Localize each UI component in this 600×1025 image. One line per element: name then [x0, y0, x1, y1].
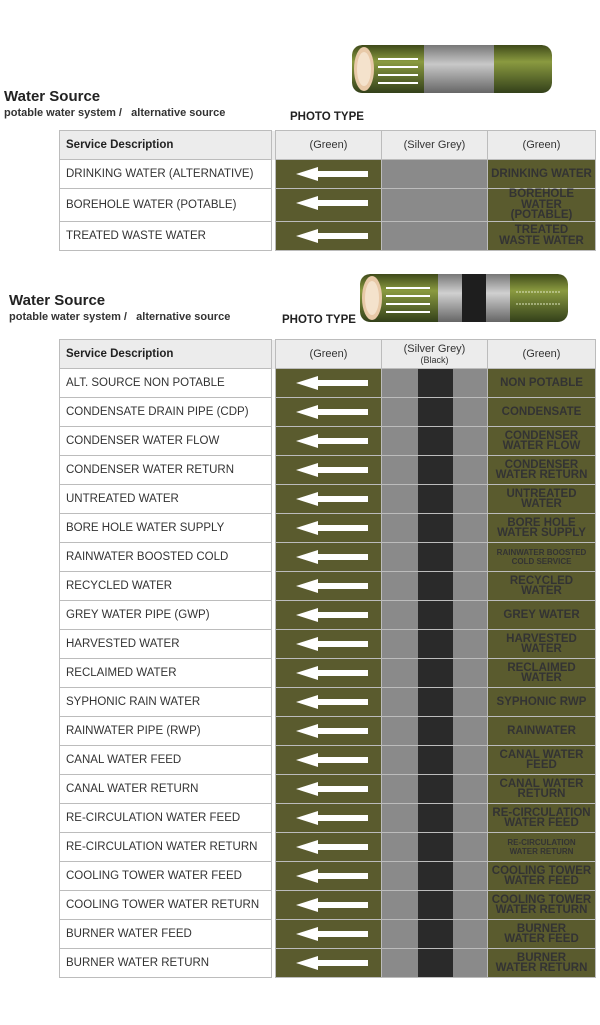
pipe-label: UNTREATED WATER	[488, 485, 596, 514]
black-band	[418, 543, 454, 571]
left-arrow-icon	[296, 521, 318, 535]
service-description: CONDENSATE DRAIN PIPE (CDP)	[60, 398, 272, 427]
black-band	[418, 572, 454, 600]
section2-table	[59, 339, 596, 978]
flow-arrow-band	[276, 920, 382, 949]
pipe-label: RE-CIRCULATION WATER RETURN	[488, 833, 596, 862]
black-band	[418, 601, 454, 629]
table-row	[60, 920, 596, 949]
flow-arrow-band	[276, 949, 382, 978]
pipe-label: CANAL WATER FEED	[488, 746, 596, 775]
flow-arrow-band	[276, 630, 382, 659]
service-description: RAINWATER BOOSTED COLD	[60, 543, 272, 572]
left-arrow-icon	[296, 666, 318, 680]
flow-arrow-band	[276, 543, 382, 572]
header-black: (Black)	[420, 355, 449, 365]
flow-arrow-band	[276, 891, 382, 920]
flow-arrow-band	[276, 456, 382, 485]
pipe-photo-1	[352, 45, 552, 93]
left-arrow-icon	[296, 898, 318, 912]
section2-subtitle: potable water system / alternative source	[9, 311, 231, 323]
service-description: RE-CIRCULATION WATER RETURN	[60, 833, 272, 862]
black-band	[418, 804, 454, 832]
table-row	[60, 601, 596, 630]
black-band	[418, 398, 454, 426]
silver-grey-black-band	[382, 456, 488, 485]
black-band	[418, 630, 454, 658]
service-description: COOLING TOWER WATER RETURN	[60, 891, 272, 920]
section1-header-row	[60, 131, 596, 160]
left-arrow-icon	[296, 167, 318, 181]
section1-table	[59, 130, 596, 251]
service-description: COOLING TOWER WATER FEED	[60, 862, 272, 891]
silver-grey-black-band	[382, 572, 488, 601]
service-description: CANAL WATER FEED	[60, 746, 272, 775]
pipe-label: NON POTABLE	[488, 369, 596, 398]
service-description: BURNER WATER RETURN	[60, 949, 272, 978]
silver-grey-black-band	[382, 543, 488, 572]
left-arrow-icon	[296, 869, 318, 883]
section2-title: Water Source	[9, 292, 106, 309]
left-arrow-icon	[296, 463, 318, 477]
left-arrow-icon	[296, 782, 318, 796]
left-arrow-icon	[296, 434, 318, 448]
flow-arrow-band	[276, 688, 382, 717]
header-service-description: Service Description	[60, 340, 272, 369]
pipe-label: COOLING TOWER WATER RETURN	[488, 891, 596, 920]
left-arrow-icon	[296, 229, 318, 243]
table-row	[60, 221, 596, 250]
silver-grey-black-band	[382, 746, 488, 775]
left-arrow-icon	[296, 753, 318, 767]
table-row	[60, 659, 596, 688]
service-description: CANAL WATER RETURN	[60, 775, 272, 804]
left-arrow-icon	[296, 376, 318, 390]
service-description: TREATED WASTE WATER	[60, 221, 272, 250]
silver-grey-black-band	[382, 949, 488, 978]
pipe-label: HARVESTED WATER	[488, 630, 596, 659]
table-row	[60, 949, 596, 978]
table-row	[60, 427, 596, 456]
left-arrow-icon	[296, 811, 318, 825]
table-row	[60, 804, 596, 833]
flow-arrow-band	[276, 369, 382, 398]
table-row	[60, 456, 596, 485]
left-arrow-icon	[296, 550, 318, 564]
pipe-label: BURNER WATER FEED	[488, 920, 596, 949]
silver-grey-black-band	[382, 717, 488, 746]
left-arrow-icon	[296, 927, 318, 941]
flow-arrow-band	[276, 601, 382, 630]
black-band	[418, 369, 454, 397]
pipe-label: RECLAIMED WATER	[488, 659, 596, 688]
table-row	[60, 160, 596, 189]
section1-photo-type: PHOTO TYPE	[290, 111, 364, 123]
header-silver-grey-black	[382, 340, 488, 369]
pipe-label: CONDENSER WATER FLOW	[488, 427, 596, 456]
flow-arrow-band	[276, 862, 382, 891]
left-arrow-icon	[296, 492, 318, 506]
table-row	[60, 398, 596, 427]
pipe-photo-1-graphic	[352, 45, 552, 93]
black-band	[418, 456, 454, 484]
left-arrow-icon	[296, 608, 318, 622]
service-description: CONDENSER WATER FLOW	[60, 427, 272, 456]
service-description: RAINWATER PIPE (RWP)	[60, 717, 272, 746]
table-row	[60, 189, 596, 222]
black-band	[418, 688, 454, 716]
service-description: HARVESTED WATER	[60, 630, 272, 659]
service-description: ALT. SOURCE NON POTABLE	[60, 369, 272, 398]
pipe-label: BOREHOLE WATER (POTABLE)	[488, 189, 596, 222]
silver-grey-black-band	[382, 514, 488, 543]
flow-arrow-band	[276, 485, 382, 514]
pipe-label: CONDENSATE	[488, 398, 596, 427]
silver-grey-band	[382, 189, 488, 222]
pipe-label: RE-CIRCULATION WATER FEED	[488, 804, 596, 833]
header-green-2: (Green)	[488, 340, 596, 369]
pipe-label: SYPHONIC RWP	[488, 688, 596, 717]
header-green-1: (Green)	[276, 131, 382, 160]
table-row	[60, 688, 596, 717]
header-service-description: Service Description	[60, 131, 272, 160]
black-band	[418, 891, 454, 919]
silver-grey-black-band	[382, 369, 488, 398]
silver-grey-black-band	[382, 688, 488, 717]
section2-photo-type: PHOTO TYPE	[282, 314, 356, 326]
service-description: CONDENSER WATER RETURN	[60, 456, 272, 485]
table-row	[60, 717, 596, 746]
flow-arrow-band	[276, 833, 382, 862]
service-description: RECYCLED WATER	[60, 572, 272, 601]
service-description: DRINKING WATER (ALTERNATIVE)	[60, 160, 272, 189]
flow-arrow-band	[276, 804, 382, 833]
black-band	[418, 514, 454, 542]
flow-arrow-band	[276, 746, 382, 775]
table-row	[60, 862, 596, 891]
black-band	[418, 920, 454, 948]
table-row	[60, 746, 596, 775]
table-row	[60, 572, 596, 601]
header-green-2: (Green)	[488, 131, 596, 160]
pipe-label: COOLING TOWER WATER FEED	[488, 862, 596, 891]
silver-grey-band	[382, 221, 488, 250]
black-band	[418, 659, 454, 687]
flow-arrow-band	[276, 514, 382, 543]
pipe-photo-2-graphic	[360, 274, 568, 322]
silver-grey-black-band	[382, 630, 488, 659]
silver-grey-black-band	[382, 833, 488, 862]
black-band	[418, 427, 454, 455]
pipe-label: CONDENSER WATER RETURN	[488, 456, 596, 485]
pipe-label: BORE HOLE WATER SUPPLY	[488, 514, 596, 543]
left-arrow-icon	[296, 956, 318, 970]
section1-subtitle: potable water system / alternative source	[4, 107, 226, 119]
pipe-label: RECYCLED WATER	[488, 572, 596, 601]
flow-arrow-band	[276, 775, 382, 804]
table-row	[60, 369, 596, 398]
silver-grey-black-band	[382, 601, 488, 630]
black-band	[418, 746, 454, 774]
service-description: BOREHOLE WATER (POTABLE)	[60, 189, 272, 222]
table-row	[60, 630, 596, 659]
left-arrow-icon	[296, 196, 318, 210]
service-description: GREY WATER PIPE (GWP)	[60, 601, 272, 630]
pipe-label: GREY WATER	[488, 601, 596, 630]
silver-grey-black-band	[382, 891, 488, 920]
table-row	[60, 543, 596, 572]
service-description: UNTREATED WATER	[60, 485, 272, 514]
silver-grey-black-band	[382, 427, 488, 456]
silver-grey-black-band	[382, 659, 488, 688]
flow-arrow-band	[276, 717, 382, 746]
table-row	[60, 833, 596, 862]
pipe-label: CANAL WATER RETURN	[488, 775, 596, 804]
black-band	[418, 717, 454, 745]
silver-grey-black-band	[382, 804, 488, 833]
section1-title: Water Source	[4, 88, 101, 105]
black-band	[418, 949, 454, 977]
left-arrow-icon	[296, 695, 318, 709]
service-description: SYPHONIC RAIN WATER	[60, 688, 272, 717]
left-arrow-icon	[296, 637, 318, 651]
table-row	[60, 514, 596, 543]
table-row	[60, 485, 596, 514]
left-arrow-icon	[296, 724, 318, 738]
left-arrow-icon	[296, 405, 318, 419]
header-silver-grey: (Silver Grey)	[382, 131, 488, 160]
service-description: RE-CIRCULATION WATER FEED	[60, 804, 272, 833]
black-band	[418, 862, 454, 890]
service-description: RECLAIMED WATER	[60, 659, 272, 688]
service-description: BURNER WATER FEED	[60, 920, 272, 949]
silver-grey-black-band	[382, 398, 488, 427]
flow-arrow-band	[276, 572, 382, 601]
silver-grey-black-band	[382, 485, 488, 514]
pipe-label: DRINKING WATER	[488, 160, 596, 189]
table-row	[60, 775, 596, 804]
silver-grey-band	[382, 160, 488, 189]
pipe-label: TREATED WASTE WATER	[488, 221, 596, 250]
pipe-label: RAINWATER BOOSTED COLD SERVICE	[488, 543, 596, 572]
left-arrow-icon	[296, 840, 318, 854]
left-arrow-icon	[296, 579, 318, 593]
flow-arrow-band	[276, 398, 382, 427]
table-row	[60, 891, 596, 920]
pipe-photo-2	[360, 274, 568, 322]
silver-grey-black-band	[382, 862, 488, 891]
flow-arrow-band	[276, 659, 382, 688]
black-band	[418, 485, 454, 513]
flow-arrow-band	[276, 221, 382, 250]
service-description: BORE HOLE WATER SUPPLY	[60, 514, 272, 543]
silver-grey-black-band	[382, 775, 488, 804]
flow-arrow-band	[276, 427, 382, 456]
pipe-label: BURNER WATER RETURN	[488, 949, 596, 978]
section2-header-row	[60, 340, 596, 369]
flow-arrow-band	[276, 160, 382, 189]
flow-arrow-band	[276, 189, 382, 222]
header-green-1: (Green)	[276, 340, 382, 369]
black-band	[418, 775, 454, 803]
header-silver-grey: (Silver Grey)	[403, 343, 466, 355]
black-band	[418, 833, 454, 861]
silver-grey-black-band	[382, 920, 488, 949]
pipe-label: RAINWATER	[488, 717, 596, 746]
